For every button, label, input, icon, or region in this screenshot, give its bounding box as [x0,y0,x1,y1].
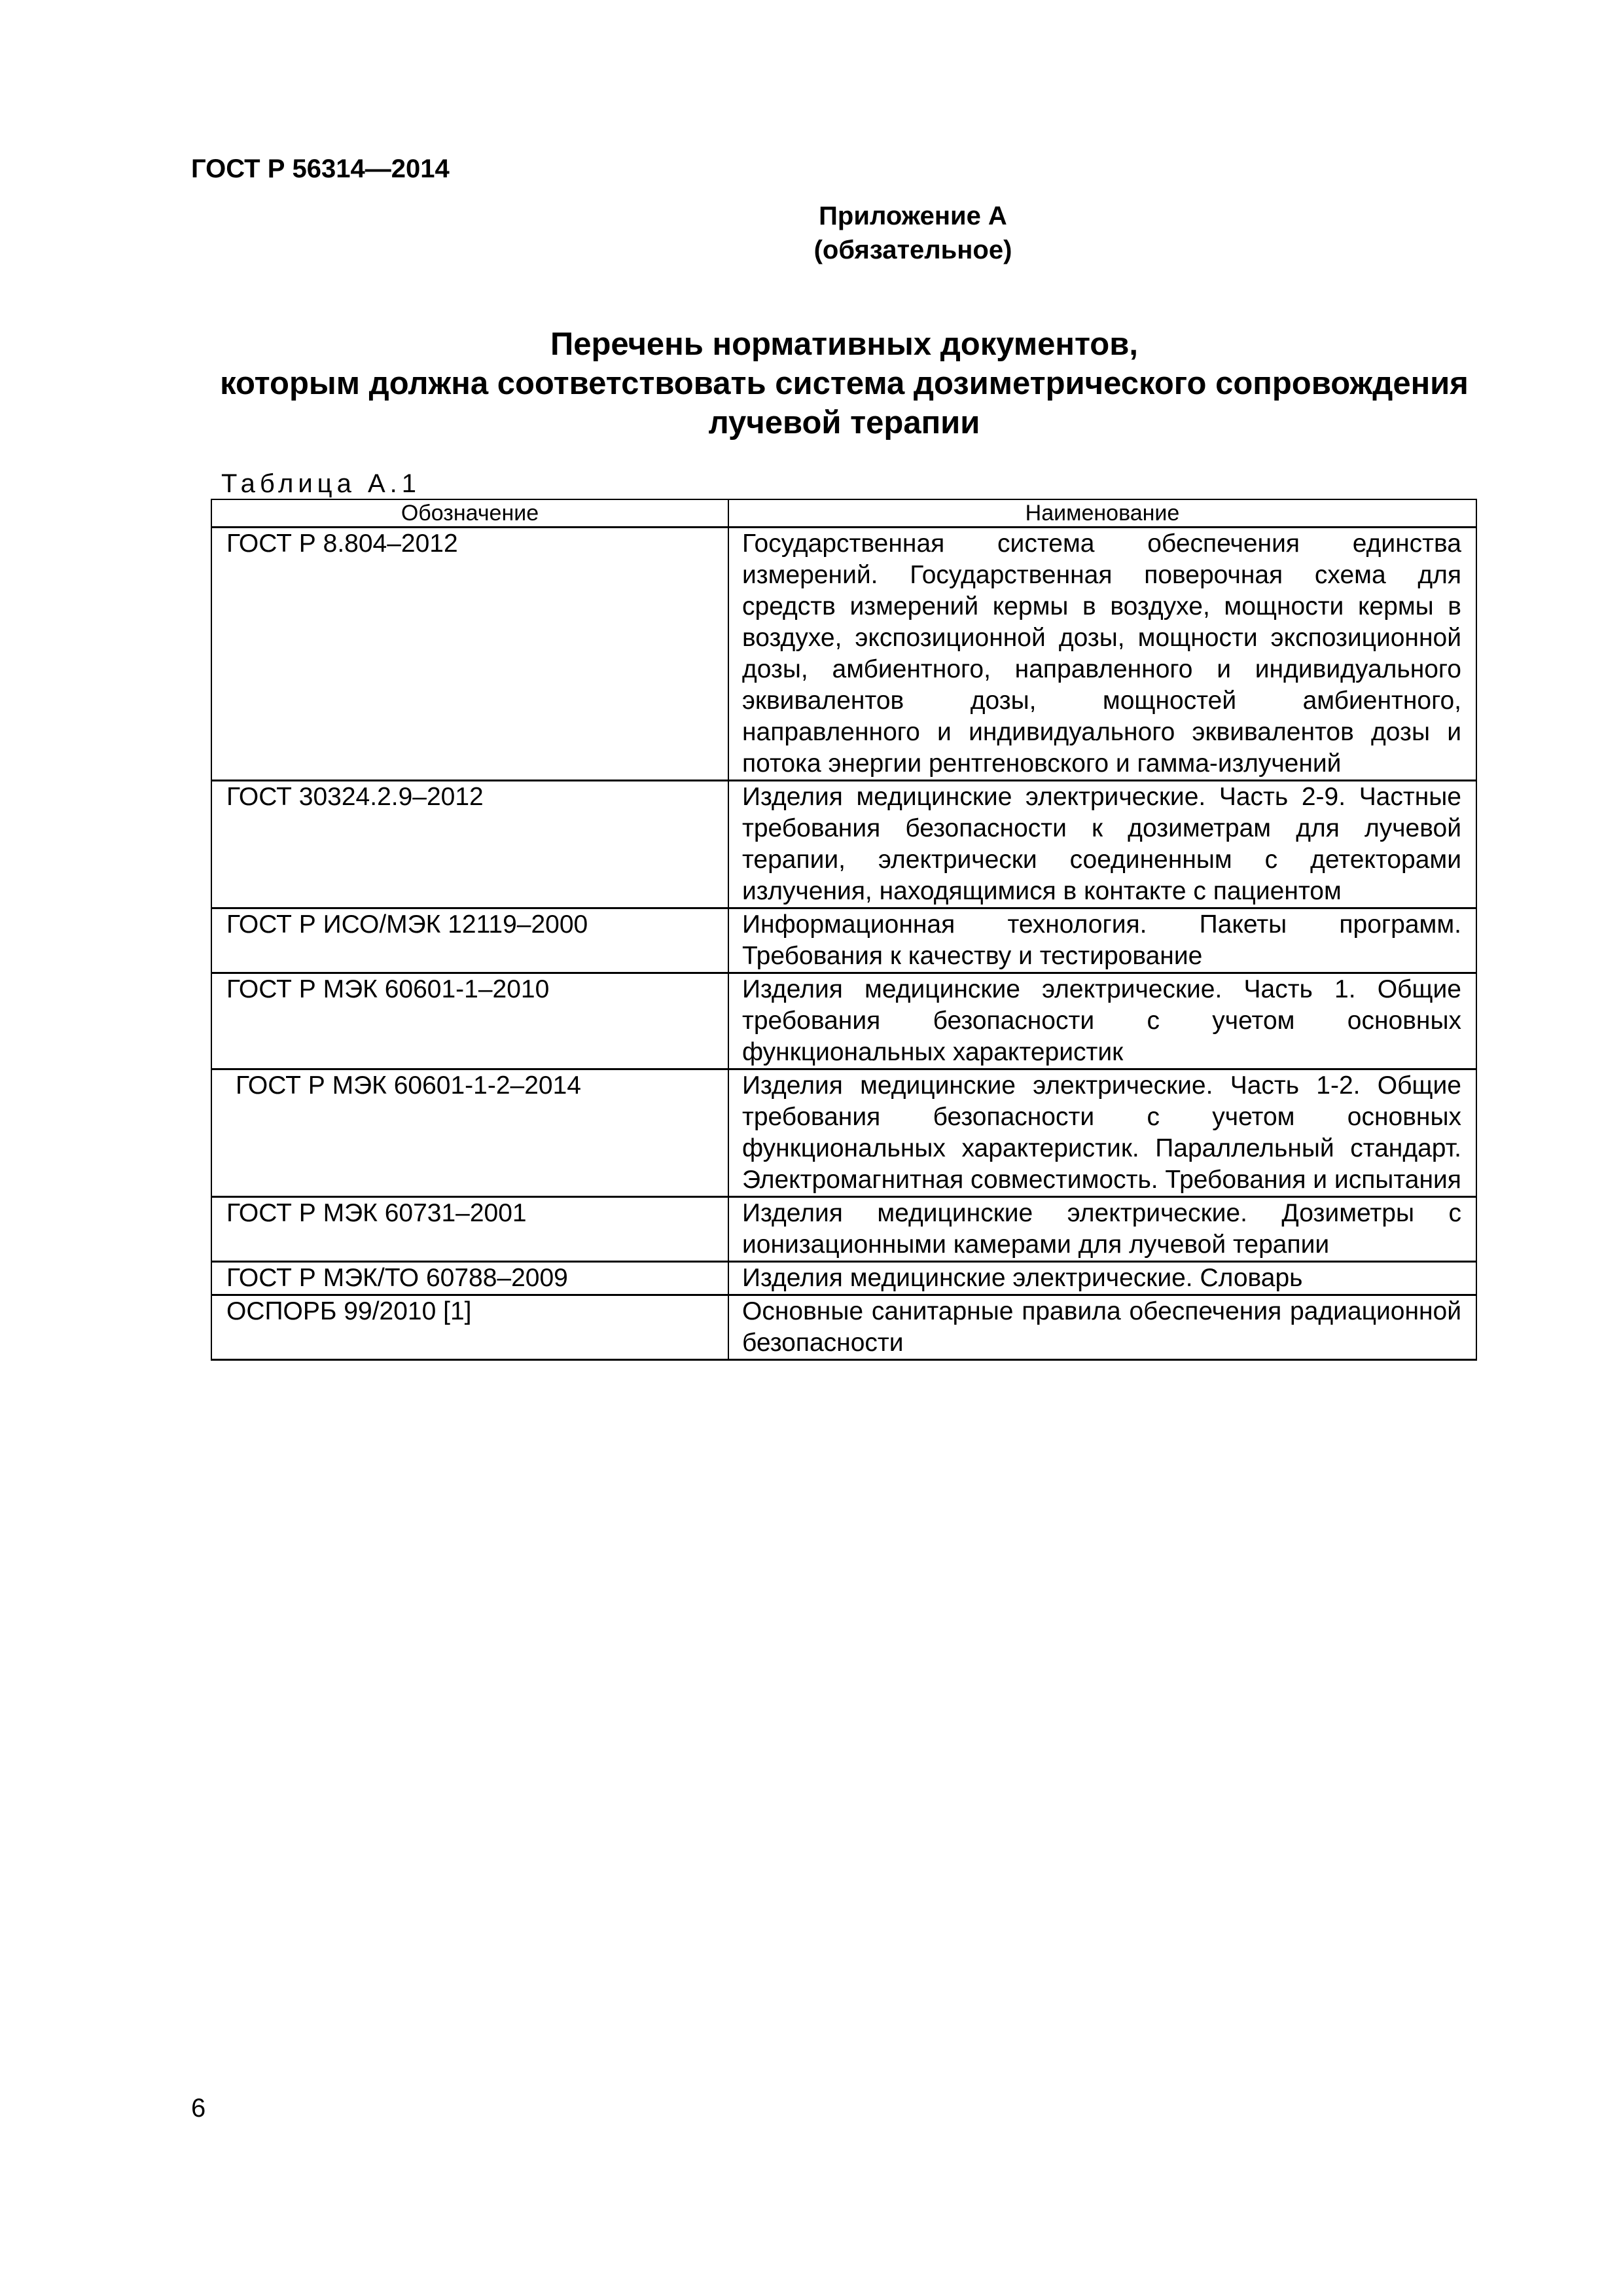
title-line-2: которым должна соответствовать система дозиметрического сопровождения [220,366,1469,401]
designation-cell: ГОСТ Р МЭК 60601-1–2010 [211,973,728,1069]
document-code: ГОСТ Р 56314—2014 [191,154,450,183]
column-header-name: Наименование [728,499,1476,528]
table-row [211,1197,1476,1262]
designation-cell: ГОСТ Р ИСО/МЭК 12119–2000 [211,908,728,973]
name-cell: Информационная технология. Пакеты программ. Требования к качеству и тестирование [728,908,1476,973]
page-title [131,325,1558,442]
table-row [211,1295,1476,1360]
name-cell: Изделия медицинские электрические. Дозиметры с ионизационными камерами для лучевой терапии [728,1197,1476,1262]
appendix-label: Приложение А [819,202,1007,230]
name-cell: Изделия медицинские электрические. Часть 1-2. Общие требования безопасности с учетом основных функциональных характеристик. Параллельный стандарт. Электромагнитная совместимость. Требования и испытания [728,1069,1476,1197]
designation-cell: ГОСТ Р МЭК/ТО 60788–2009 [211,1262,728,1295]
name-cell: Изделия медицинские электрические. Словарь [728,1262,1476,1295]
designation-cell: ГОСТ Р 8.804–2012 [211,528,728,781]
column-header-designation: Обозначение [211,499,728,528]
table-row [211,973,1476,1069]
designation-cell: ОСПОРБ 99/2010 [1] [211,1295,728,1360]
designation-cell: ГОСТ 30324.2.9–2012 [211,781,728,908]
table-caption: Таблица А.1 [221,469,421,498]
appendix-status: (обязательное) [813,236,1012,264]
appendix-heading [0,199,1623,267]
name-cell: Изделия медицинские электрические. Часть 1. Общие требования безопасности с учетом основных функциональных характеристик [728,973,1476,1069]
table-row [211,1262,1476,1295]
title-line-1: Перечень нормативных документов, [550,327,1138,362]
table-row [211,781,1476,908]
table-row [211,1069,1476,1197]
page-number: 6 [191,2094,206,2123]
table-row [211,528,1476,781]
designation-cell: ГОСТ Р МЭК 60601-1-2–2014 [211,1069,728,1197]
name-cell: Основные санитарные правила обеспечения радиационной безопасности [728,1295,1476,1360]
name-cell: Изделия медицинские электрические. Часть 2-9. Частные требования безопасности к дозиметрам для лучевой терапии, электрически соединенным с детекторами излучения, находящимися в контакте с пациентом [728,781,1476,908]
table-row [211,908,1476,973]
title-line-3: лучевой терапии [708,405,980,440]
designation-cell: ГОСТ Р МЭК 60731–2001 [211,1197,728,1262]
name-cell: Государственная система обеспечения единства измерений. Государственная поверочная схема для средств измерений кермы в воздухе, мощности кермы в воздухе, экспозиционной дозы, мощности экспозиционной дозы, амбиентного, направленного и индивидуального эквивалентов дозы, мощностей амбиентного, направленного и индивидуального эквивалентов дозы и потока энергии рентгеновского и гамма-излучений [728,528,1476,781]
table-header-row [211,499,1476,528]
documents-table [211,499,1477,1361]
